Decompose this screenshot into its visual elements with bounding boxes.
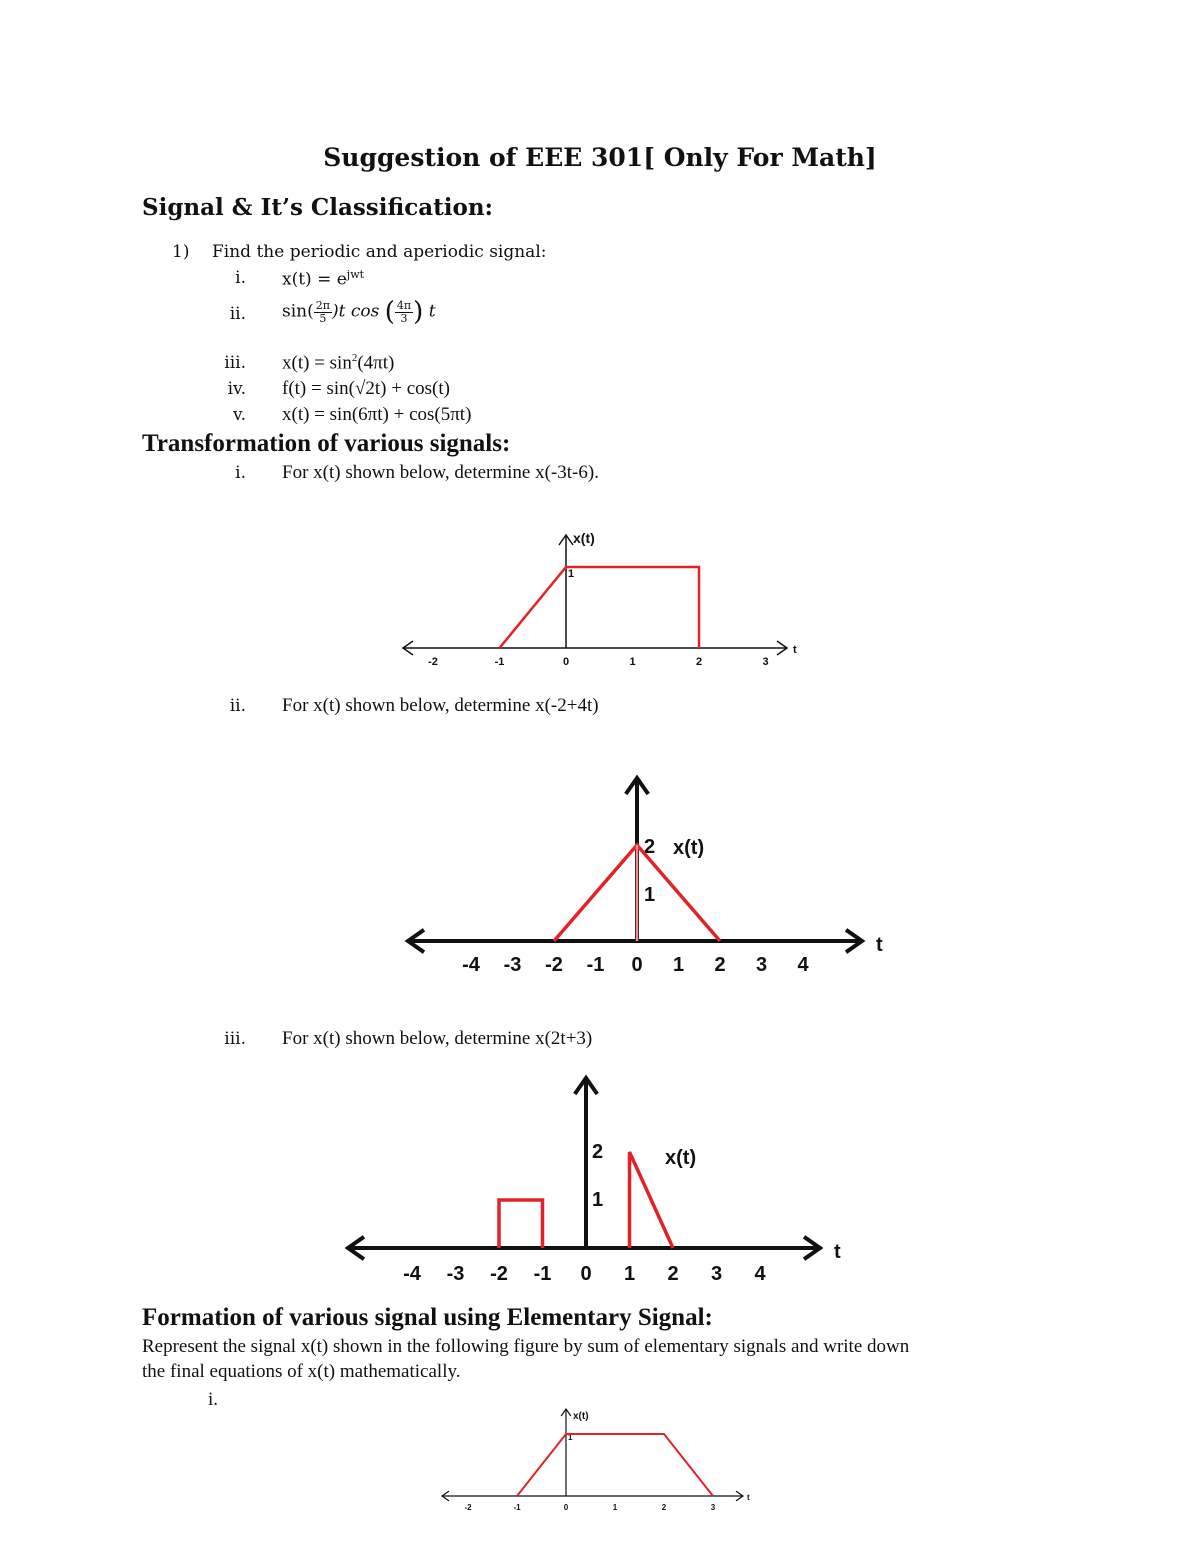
x-axis-label: t xyxy=(876,934,883,956)
x-tick-label: 2 xyxy=(667,1263,679,1285)
x-axis-label: t xyxy=(793,644,797,656)
plot-title: x(t) xyxy=(665,1147,697,1169)
item-number: iv. xyxy=(227,379,246,399)
y-tick-label: 1 xyxy=(644,884,656,906)
paragraph-line: the final equations of x(t) mathematically. xyxy=(142,1361,461,1382)
question-text: For x(t) shown below, determine x(-3t-6). xyxy=(282,462,599,483)
x-tick-label: 0 xyxy=(563,1503,569,1512)
x-axis-label: t xyxy=(747,1493,750,1502)
x-tick-label: -1 xyxy=(533,1263,552,1285)
plot-4 xyxy=(438,1405,758,1515)
x-tick-label: 3 xyxy=(710,1503,716,1512)
plot-title: x(t) xyxy=(573,1411,589,1422)
plot-title: x(t) xyxy=(673,837,705,859)
plot-title: x(t) xyxy=(573,530,595,546)
x-tick-label: 2 xyxy=(695,656,703,668)
x-tick-label: -2 xyxy=(490,1263,508,1285)
plot-2 xyxy=(400,770,900,980)
y-tick-label: 1 xyxy=(592,1189,604,1211)
x-tick-label: -1 xyxy=(513,1503,521,1512)
plot-3 xyxy=(340,1070,860,1290)
plot-1 xyxy=(395,525,815,675)
x-tick-label: 0 xyxy=(580,1263,592,1285)
question-text: Find the periodic and aperiodic signal: xyxy=(212,242,547,262)
x-tick-label: 0 xyxy=(562,656,570,668)
x-tick-label: -2 xyxy=(545,954,563,976)
item-number: i. xyxy=(235,268,246,288)
x-tick-label: -1 xyxy=(494,656,505,668)
item-number: iii. xyxy=(224,1029,246,1049)
y-tick-label: 2 xyxy=(592,1141,604,1163)
y-tick-label: 1 xyxy=(568,568,575,580)
item-number: i. xyxy=(235,463,246,483)
x-tick-label: 1 xyxy=(623,1263,636,1285)
equation-item: $x(t) = e^{jwt}$ xyxy=(282,268,365,290)
question-text: For x(t) shown below, determine x(2t+3) xyxy=(282,1028,593,1049)
item-number: i. xyxy=(208,1389,219,1410)
section-heading-formation: Formation of various signal using Elementary Signal: xyxy=(142,1304,713,1331)
x-tick-label: -4 xyxy=(462,954,480,976)
x-tick-label: 2 xyxy=(661,1503,667,1512)
x-tick-label: 2 xyxy=(714,954,726,976)
x-tick-label: 3 xyxy=(710,1263,723,1285)
y-tick-label: 2 xyxy=(644,836,656,858)
x-tick-label: 3 xyxy=(755,954,768,976)
item-number: ii. xyxy=(229,304,246,324)
x-tick-label: -2 xyxy=(464,1503,472,1512)
x-tick-label: 4 xyxy=(797,954,809,976)
signal-line xyxy=(517,1434,713,1496)
x-tick-label: 1 xyxy=(629,656,636,668)
section-heading-classification: Signal & It’s Classification: xyxy=(142,194,494,221)
x-tick-label: -3 xyxy=(503,954,522,976)
x-tick-label: 1 xyxy=(672,954,685,976)
item-number: v. xyxy=(233,405,246,425)
page-title: Suggestion of EEE 301[ Only For Math] xyxy=(323,143,877,172)
x-tick-label: -3 xyxy=(446,1263,465,1285)
x-tick-label: -4 xyxy=(403,1263,421,1285)
section-heading-transformation: Transformation of various signals: xyxy=(142,430,511,457)
x-tick-label: -1 xyxy=(586,954,605,976)
equation-item: $x(t) = \sin^2(4\pi t)$ xyxy=(282,352,395,374)
equation-item: f(t) = sin(√2t) + cos(t) xyxy=(282,378,450,399)
x-tick-label: -2 xyxy=(428,656,438,668)
x-tick-label: 4 xyxy=(754,1263,766,1285)
signal-line xyxy=(500,567,700,648)
signal-line xyxy=(499,1200,543,1248)
item-number: ii. xyxy=(229,696,246,716)
x-tick-label: 0 xyxy=(631,954,643,976)
x-tick-label: 1 xyxy=(612,1503,618,1512)
question-text: For x(t) shown below, determine x(-2+4t) xyxy=(282,695,599,716)
equation-item: sin( $\frac{2\pi}{5}$ )t cos ( $\frac{4\pi}{3}$ ) t xyxy=(282,297,436,327)
paragraph-line: Represent the signal x(t) shown in the following figure by sum of elementary signals and write down xyxy=(142,1336,910,1357)
item-number: iii. xyxy=(224,353,246,373)
question-number: 1) xyxy=(172,242,190,262)
y-tick-label: 1 xyxy=(568,1433,573,1442)
x-axis-label: t xyxy=(834,1241,841,1263)
equation-item: x(t) = sin(6πt) + cos(5πt) xyxy=(282,404,472,425)
x-tick-label: 3 xyxy=(762,656,769,668)
